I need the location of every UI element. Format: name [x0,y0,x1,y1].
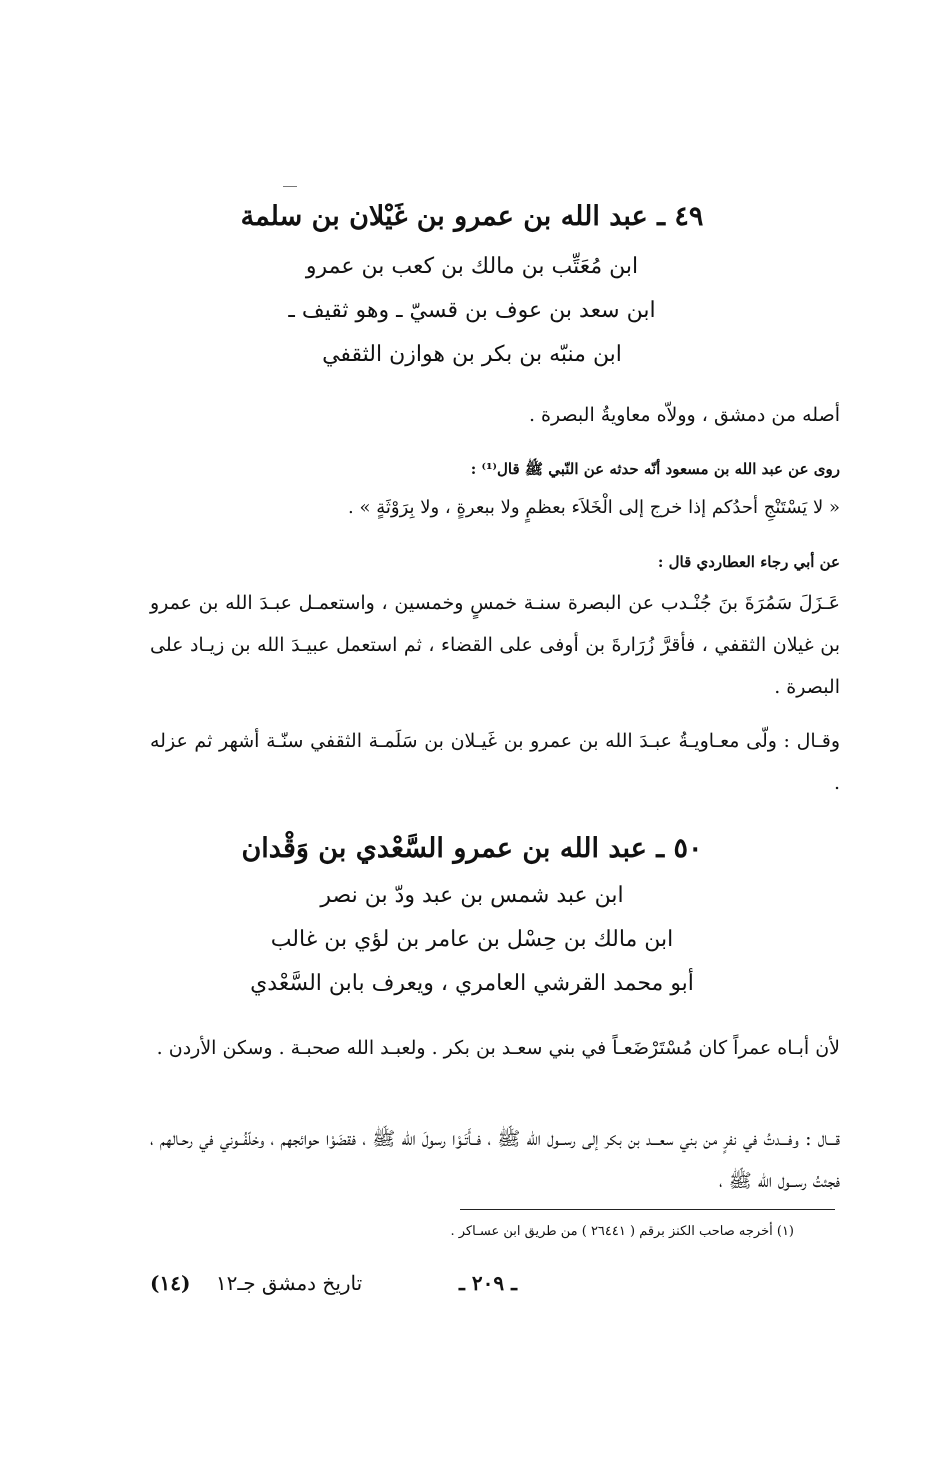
entry-49-lineage-line-3: ابن منبّه بن بكر بن هوازن الثقفي [322,342,622,367]
entry-49-title: ٤٩ ـ عبد الله بن عمرو بن غَيْلان بن سلمة [240,201,704,232]
entry-50-intro: لأن أبـاه عمراً كان مُسْتَرْضَعـاً في بني سعـد بن بكر . ولعبـد الله صحبـة . وسكن الأردن . [156,1037,840,1059]
running-title-text: تاريخ دمشق جـ١٢ [215,1271,363,1295]
entry-50-lineage-line-2: ابن مالك بن حِسْل بن عامر بن لؤي بن غالب [270,927,674,952]
entry-49-closing: وقـال : ولّى معـاويـةُ عبـدَ الله بن عمرو بن غَيـلان بن سَلَمـة الثقفي سنّـة أشهر ثم عزله . [150,730,840,794]
footnote: (١) أخرجه صاحب الكنز برقم ( ٢٦٤٤١ ) من طريق ابن عسـاكر . [450,1224,794,1239]
entry-49-lineage-line-2: ابن سعد بن عوف بن قسيّ ـ وهو ثقيف ـ [288,298,656,323]
entry-50-lineage-line-3: أبو محمد القرشي العامري ، ويعرف بابن السَّعْدي [250,971,694,996]
entry-49-lineage-line-1: ابن مُعَتِّب بن مالك بن كعب بن عمرو [305,254,639,279]
footnote-rule [460,1209,835,1210]
entry-49-narration-head: روى عن عبد الله بن مسعود أنّه حدثه عن النّبي ﷺ قال⁽¹⁾ : [470,460,840,478]
entry-49-report: عَـزَلَ سَمُرَةَ بنَ جُنْـدب عن البصرة سنـة خمسٍ وخمسين ، واستعمـل عبـدَ الله بن عمرو بن غيلان الثقفي ، فأقرَّ زُرَارةَ بن أوفى على القضاء ، ثم استعمل عبيـدَ الله بن زيـاد على البصرة . [150,592,840,698]
entry-49-report-head: عن أبي رجاء العطاردي قال : [657,553,840,571]
entry-49-hadith: « لا يَسْتَنْجِ أحدُكم إذا خرج إلى الْخَلاَء بعظمٍ ولا ببعرةٍ ، ولا بِرَوْثَةٍ » . [348,497,840,518]
running-title [150,1268,400,1298]
entry-49-origin: أصله من دمشق ، وولاّه معاويةُ البصرة . [528,404,840,426]
entry-50-title: ٥٠ ـ عبد الله بن عمرو السَّعْدي بن وَقْدان [241,833,703,864]
volume-signature: (١٤) [150,1271,191,1295]
entry-50-narration: قـــال : وفـــدتُ في نفرٍ من بني سعـــد بن بكر إلى رســول الله ﷺ ، فــأَتَـوْا رسولَ الله ﷺ ، فقضَوْا حوائجهم ، وخلّفُــوني في رحـالهم ، فجئتُ رســول الله ﷺ ، [150,1128,840,1192]
stray-mark [283,186,297,187]
page-number: ـ ٢٠٩ ـ [459,1271,517,1295]
entry-50-lineage-line-1: ابن عبد شمس بن عبد ودّ بن نصر [320,883,624,908]
